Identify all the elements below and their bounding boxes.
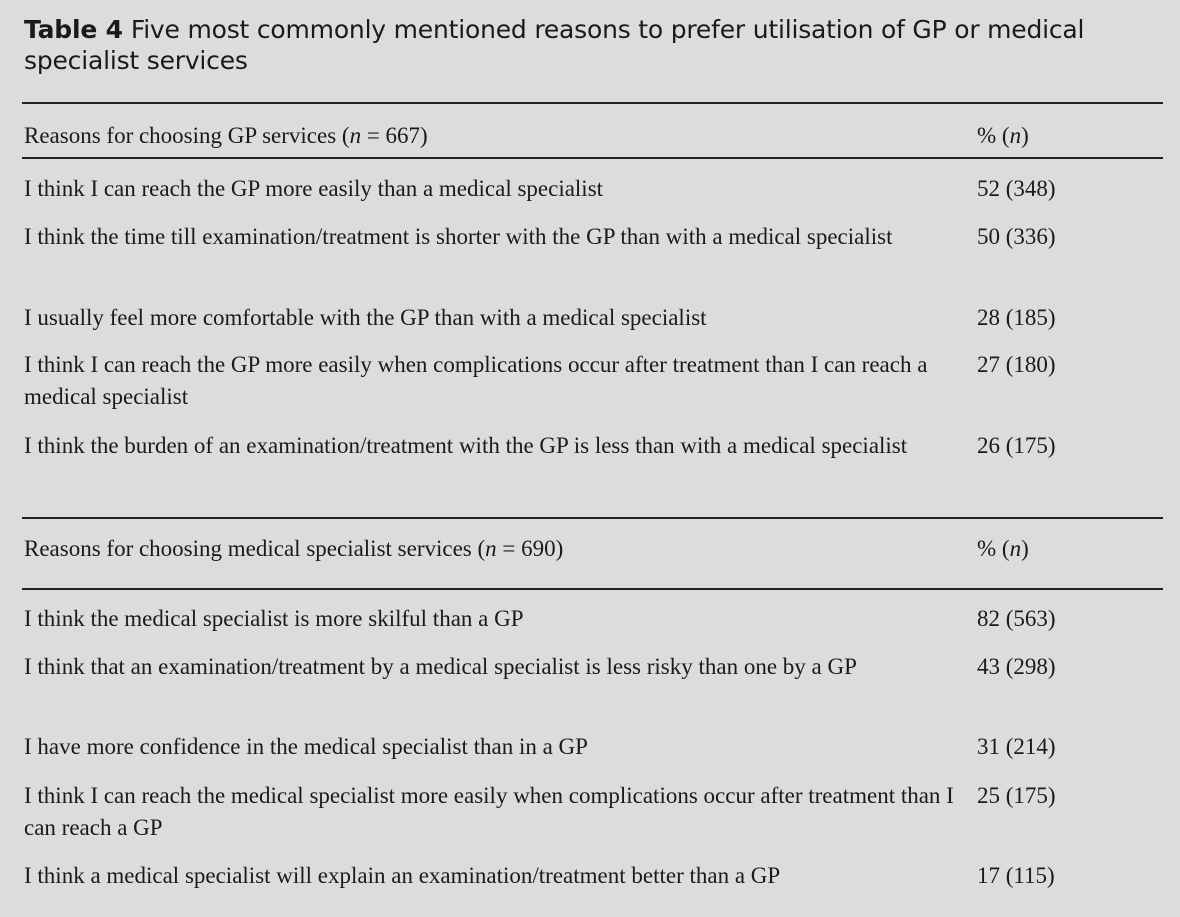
reason-cell: I think the medical specialist is more skilful than a GP xyxy=(24,606,524,631)
col-percent: % ( xyxy=(977,536,1010,561)
header-n-symbol: n xyxy=(349,123,362,148)
reason-cell: I think a medical specialist will explain an examination/treatment better than a GP xyxy=(24,863,781,888)
table-label: Table 4 xyxy=(24,15,123,44)
header-text: Reasons for choosing medical specialist services ( xyxy=(24,536,486,561)
value-cell: 25 (175) xyxy=(977,783,1056,808)
table-caption xyxy=(24,14,1144,76)
value-cell: 52 (348) xyxy=(977,176,1056,201)
header-n-value: = 690) xyxy=(496,536,564,561)
header-rule xyxy=(22,588,1163,590)
col-close: ) xyxy=(1021,123,1029,148)
header-rule xyxy=(22,157,1163,159)
reason-cell: I think I can reach the GP more easily than a medical specialist xyxy=(24,176,604,201)
section-divider-rule xyxy=(22,517,1163,519)
col-n: n xyxy=(1009,123,1022,148)
header-n-value: = 667) xyxy=(361,123,428,148)
value-cell: 27 (180) xyxy=(977,352,1056,377)
col-n: n xyxy=(1009,536,1022,561)
table-top-rule xyxy=(22,102,1163,104)
reason-cell: I have more confidence in the medical specialist than in a GP xyxy=(24,734,588,759)
col-close: ) xyxy=(1021,536,1029,561)
reason-cell: I usually feel more comfortable with the GP than with a medical specialist xyxy=(24,305,707,330)
value-cell: 26 (175) xyxy=(977,433,1056,458)
column-header-percent xyxy=(977,533,1029,565)
col-percent: % ( xyxy=(977,123,1010,148)
reason-cell: I think I can reach the medical specialist more easily when complications occur after treatment than I can reach a GP xyxy=(24,783,954,840)
value-cell: 43 (298) xyxy=(977,654,1056,679)
value-cell: 17 (115) xyxy=(977,863,1055,888)
value-cell: 82 (563) xyxy=(977,606,1056,631)
reason-cell: I think I can reach the GP more easily when complications occur after treatment than I can reach a medical specialist xyxy=(24,352,928,409)
value-cell: 28 (185) xyxy=(977,305,1056,330)
column-header-percent xyxy=(977,120,1029,152)
value-cell: 31 (214) xyxy=(977,734,1056,759)
section-header-label xyxy=(24,120,959,152)
header-text: Reasons for choosing GP services ( xyxy=(24,123,350,148)
reason-cell: I think that an examination/treatment by a medical specialist is less risky than one by a GP xyxy=(24,654,857,679)
header-n-symbol: n xyxy=(485,536,497,561)
reason-cell: I think the burden of an examination/treatment with the GP is less than with a medical specialist xyxy=(24,433,908,458)
table-title: Five most commonly mentioned reasons to prefer utilisation of GP or medical specialist services xyxy=(24,15,1085,75)
section-header-label xyxy=(24,533,959,565)
value-cell: 50 (336) xyxy=(977,224,1056,249)
reason-cell: I think the time till examination/treatment is shorter with the GP than with a medical specialist xyxy=(24,224,893,249)
